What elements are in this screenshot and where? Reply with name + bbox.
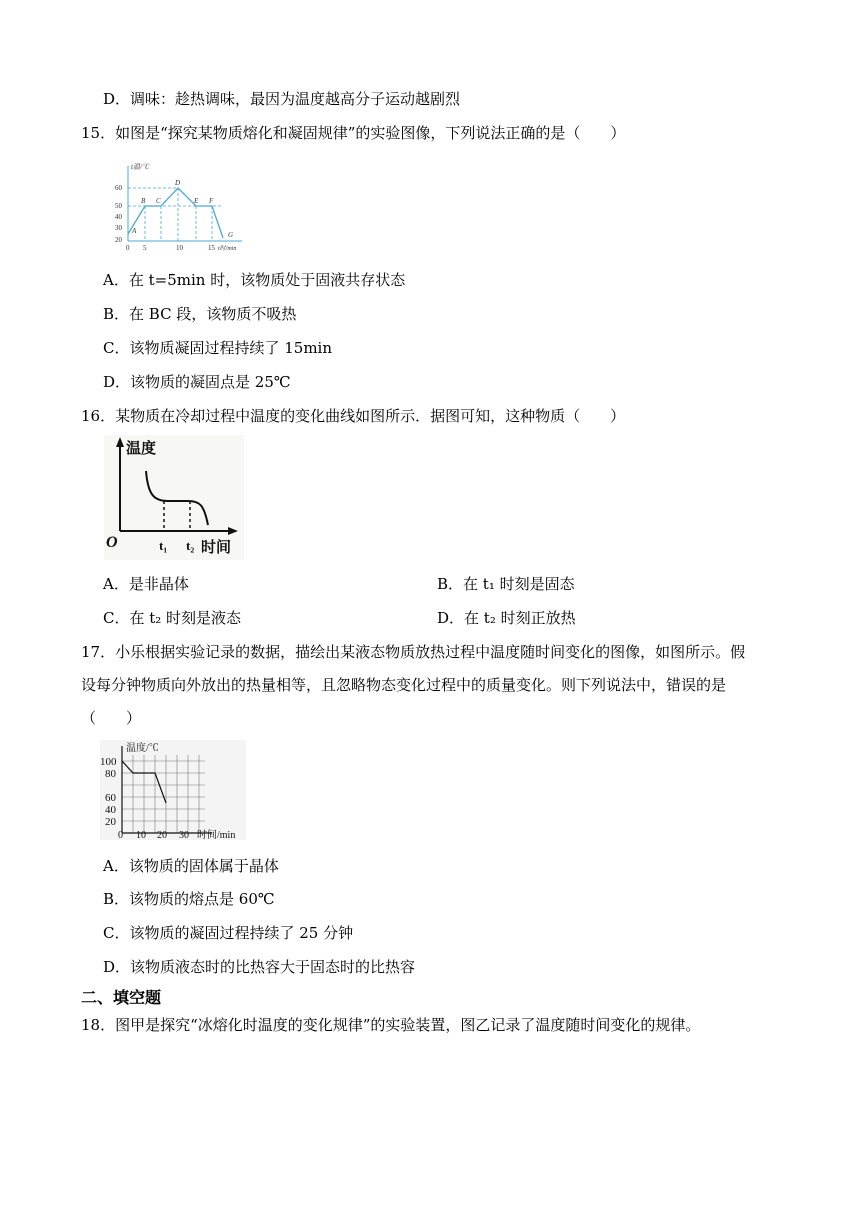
q16-t1-label: t₁ — [159, 538, 168, 553]
q17-option-d: D．该物质液态时的比热容大于固态时的比热容 — [103, 958, 416, 976]
q17-option-a: A．该物质的固体属于晶体 — [103, 857, 279, 875]
q15-y-tick: 40 — [115, 213, 122, 221]
q15-y-tick: 20 — [115, 236, 122, 244]
q15-y-tick: 50 — [115, 202, 122, 210]
q15-point-label: A — [132, 227, 137, 235]
q15-point-label: G — [228, 231, 234, 239]
q16-option-c: C．在 t₂ 时刻是液态 — [103, 609, 242, 627]
q17-stem-line2: 设每分钟物质向外放出的热量相等，且忽略物态变化过程中的质量变化。则下列说法中，错误的是 — [81, 676, 727, 694]
q15-x-tick: 15 — [208, 244, 215, 252]
q15-x-tick: 0 — [126, 244, 130, 252]
q15-x-tick: 10 — [176, 244, 183, 252]
q15-melting-graph — [112, 158, 246, 252]
q15-point-label: D — [175, 179, 181, 187]
section-heading-fill-in: 二、填空题 — [81, 988, 162, 1007]
q15-x-axis-label: t时/min — [218, 246, 237, 252]
q15-y-tick: 30 — [115, 224, 122, 232]
q16-cooling-curve — [104, 435, 244, 560]
q16-option-a: A．是非晶体 — [103, 575, 189, 593]
q17-x-tick: 10 — [136, 830, 146, 840]
q15-y-tick: 60 — [115, 184, 122, 192]
q15-point-label: E — [194, 197, 199, 205]
q18-stem: 18．图甲是探究“冰熔化时温度的变化规律”的实验装置，图乙记录了温度随时间变化的规律。 — [81, 1016, 701, 1034]
q17-option-b: B．该物质的熔点是 60℃ — [103, 890, 275, 908]
q16-stem: 16．某物质在冷却过程中温度的变化曲线如图所示．据图可知，这种物质（ ） — [81, 407, 626, 425]
q15-x-tick: 5 — [143, 244, 147, 252]
q16-y-axis-label: 温度 — [126, 441, 157, 457]
q17-x-tick: 0 — [118, 830, 123, 840]
q17-y-tick: 60 — [105, 792, 116, 804]
q16-x-axis-label: 时间 — [201, 540, 232, 556]
q17-temperature-graph — [100, 740, 246, 840]
q17-x-axis-label: 时间/min — [197, 830, 236, 840]
q17-y-tick: 20 — [105, 816, 116, 828]
q15-option-d: D．该物质的凝固点是 25℃ — [103, 373, 291, 391]
q14-option-d: D．调味：趁热调味，最因为温度越高分子运动越剧烈 — [103, 90, 461, 108]
q17-x-tick: 20 — [157, 830, 167, 840]
q16-t2-label: t₂ — [186, 538, 195, 553]
q17-y-tick: 80 — [105, 768, 116, 780]
q15-option-a: A．在 t=5min 时，该物质处于固液共存状态 — [103, 271, 406, 289]
q17-y-tick: 100 — [100, 756, 117, 768]
q17-y-axis-label: 温度/℃ — [126, 743, 159, 754]
q15-point-label: C — [156, 197, 161, 205]
q17-stem-line3: （ ） — [81, 709, 142, 727]
q16-option-d: D．在 t₂ 时刻正放热 — [437, 609, 576, 627]
q15-point-label: F — [209, 197, 214, 205]
q17-option-c: C．该物质的凝固过程持续了 25 分钟 — [103, 924, 354, 942]
q16-origin-label: O — [106, 534, 118, 551]
q17-y-tick: 40 — [105, 804, 116, 816]
q15-option-b: B．在 BC 段，该物质不吸热 — [103, 305, 297, 323]
q15-point-label: B — [141, 197, 146, 205]
q15-y-axis-label: t温/℃ — [131, 163, 149, 171]
q15-stem: 15．如图是“探究某物质熔化和凝固规律”的实验图像，下列说法正确的是（ ） — [81, 124, 626, 142]
q17-stem-line1: 17．小乐根据实验记录的数据，描绘出某液态物质放热过程中温度随时间变化的图像，如图所示。假 — [81, 643, 746, 661]
q15-option-c: C．该物质凝固过程持续了 15min — [103, 339, 333, 357]
q16-option-b: B．在 t₁ 时刻是固态 — [437, 575, 575, 593]
q17-x-tick: 30 — [179, 830, 189, 840]
